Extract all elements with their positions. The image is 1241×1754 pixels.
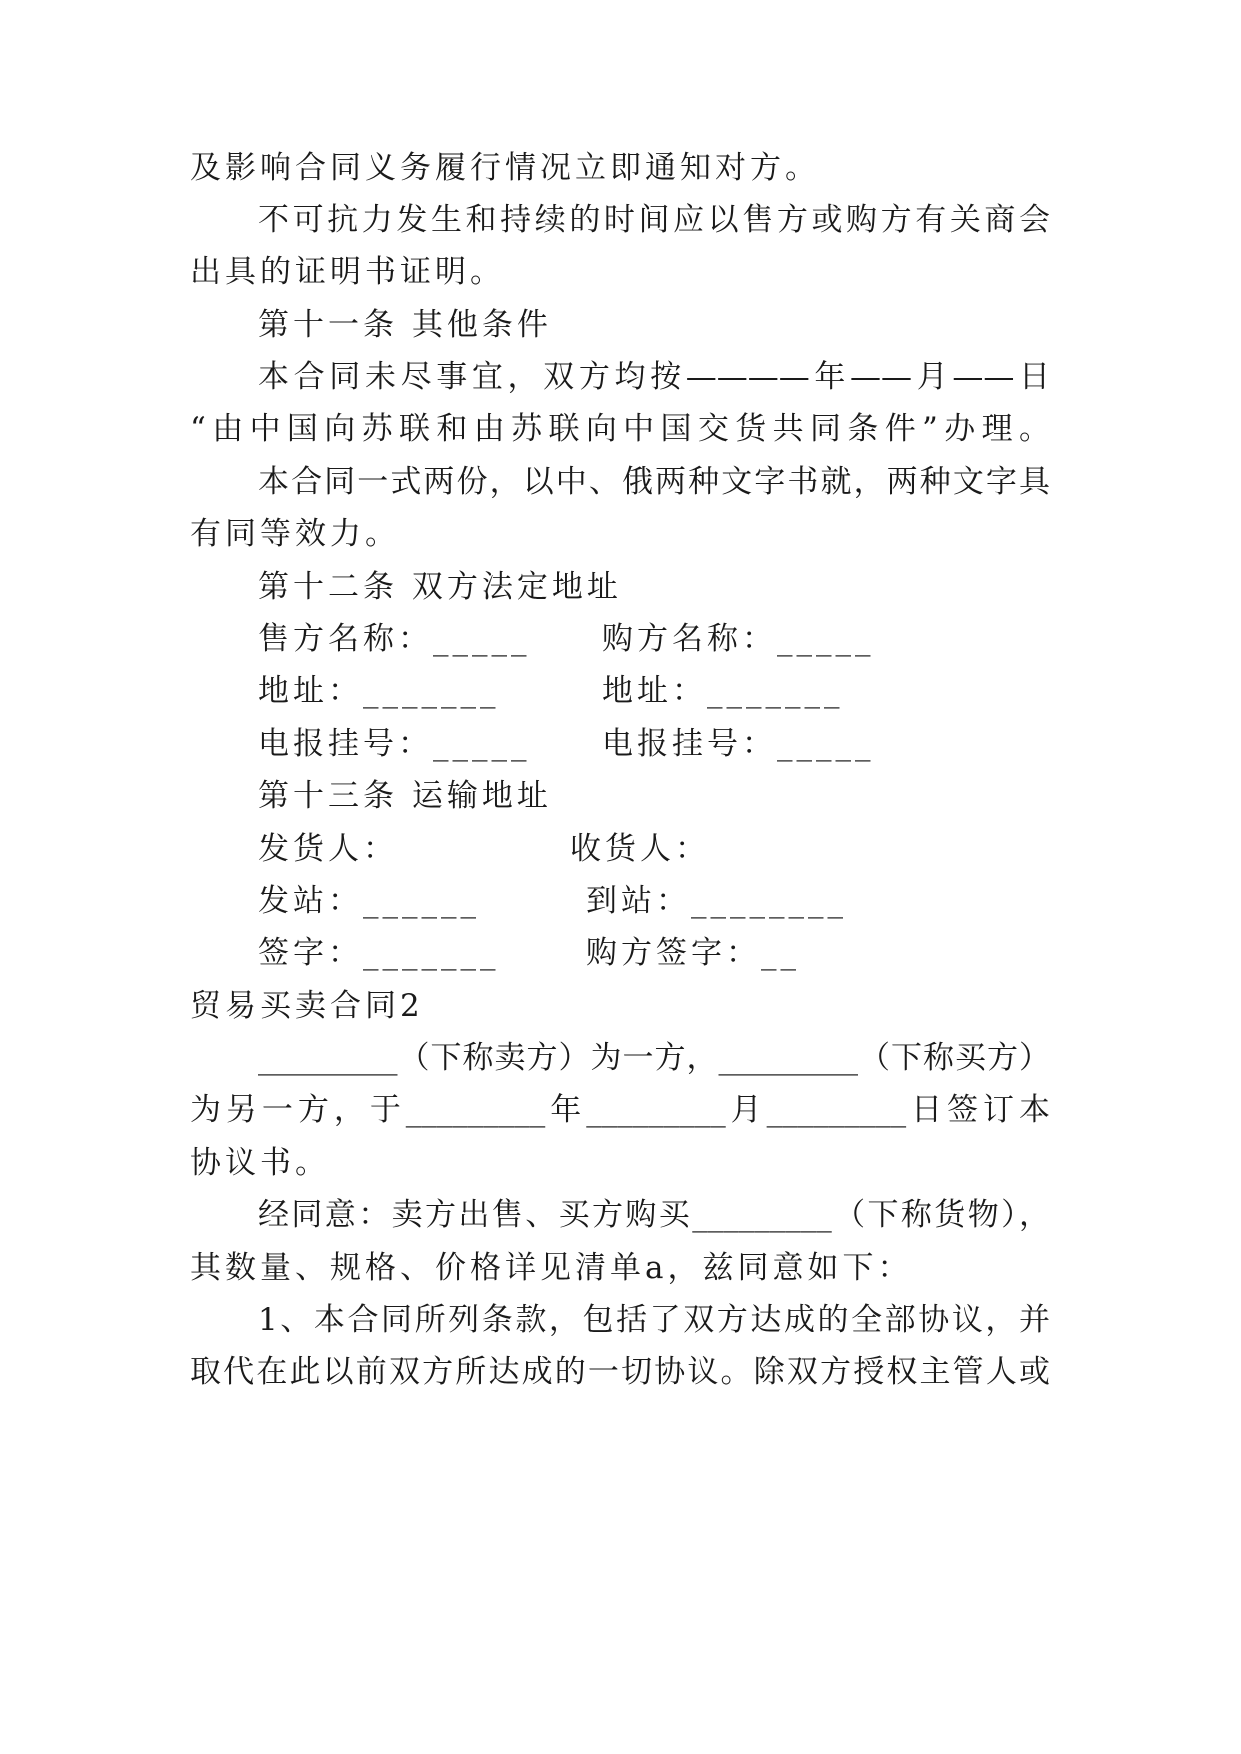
section-heading: 第十一条 其他条件 xyxy=(258,307,552,343)
address-row xyxy=(258,619,1050,659)
paragraph-line: 为另一方，于_________年_________月_________日签订本 xyxy=(190,1092,1050,1128)
buyer-name-field: 购方名称：_____ xyxy=(602,621,875,657)
seller-telegraph-field: 电报挂号：_____ xyxy=(258,726,531,762)
paragraph-line: _________（下称卖方）为一方，_________（下称买方） xyxy=(258,1040,1050,1076)
paragraph-line: 本合同一式两份，以中、俄两种文字书就，两种文字具 xyxy=(258,464,1050,500)
transport-row xyxy=(258,829,1050,869)
paragraph-line: “由中国向苏联和由苏联向中国交货共同条件”办理。 xyxy=(190,411,1050,447)
seller-address-field: 地址：_______ xyxy=(258,673,500,709)
consignee-field: 收货人： xyxy=(570,831,710,867)
section-heading: 第十三条 运输地址 xyxy=(258,778,552,814)
signature-row xyxy=(258,933,1050,973)
transport-row xyxy=(258,881,1050,921)
section-heading: 第十二条 双方法定地址 xyxy=(258,569,622,605)
consignor-field: 发货人： xyxy=(258,831,398,867)
paragraph-line: 取代在此以前双方所达成的一切协议。除双方授权主管人或 xyxy=(190,1354,1050,1390)
paragraph-line: 有同等效力。 xyxy=(190,516,400,552)
signature-field: 签字：_______ xyxy=(258,935,500,971)
buyer-telegraph-field: 电报挂号：_____ xyxy=(602,726,875,762)
buyer-signature-field: 购方签字：__ xyxy=(586,935,800,971)
paragraph-line: 其数量、规格、价格详见清单a，兹同意如下： xyxy=(190,1250,913,1286)
paragraph-line: 本合同未尽事宜，双方均按————年——月——日 xyxy=(258,359,1050,395)
paragraph-line: 协议书。 xyxy=(190,1145,330,1181)
document-title: 贸易买卖合同2 xyxy=(190,988,424,1024)
address-row xyxy=(258,671,1050,711)
address-row xyxy=(258,724,1050,764)
buyer-address-field: 地址：_______ xyxy=(602,673,844,709)
paragraph-line: 及影响合同义务履行情况立即通知对方。 xyxy=(190,150,820,186)
paragraph-line: 出具的证明书证明。 xyxy=(190,254,505,290)
arrival-station-field: 到站：________ xyxy=(586,883,847,919)
paragraph-line: 不可抗力发生和持续的时间应以售方或购方有关商会 xyxy=(258,202,1050,238)
paragraph-line: 1、本合同所列条款，包括了双方达成的全部协议，并 xyxy=(258,1302,1050,1338)
paragraph-line: 经同意：卖方出售、买方购买_________（下称货物）， xyxy=(258,1197,1050,1233)
departure-station-field: 发站：______ xyxy=(258,883,480,919)
seller-name-field: 售方名称：_____ xyxy=(258,621,531,657)
